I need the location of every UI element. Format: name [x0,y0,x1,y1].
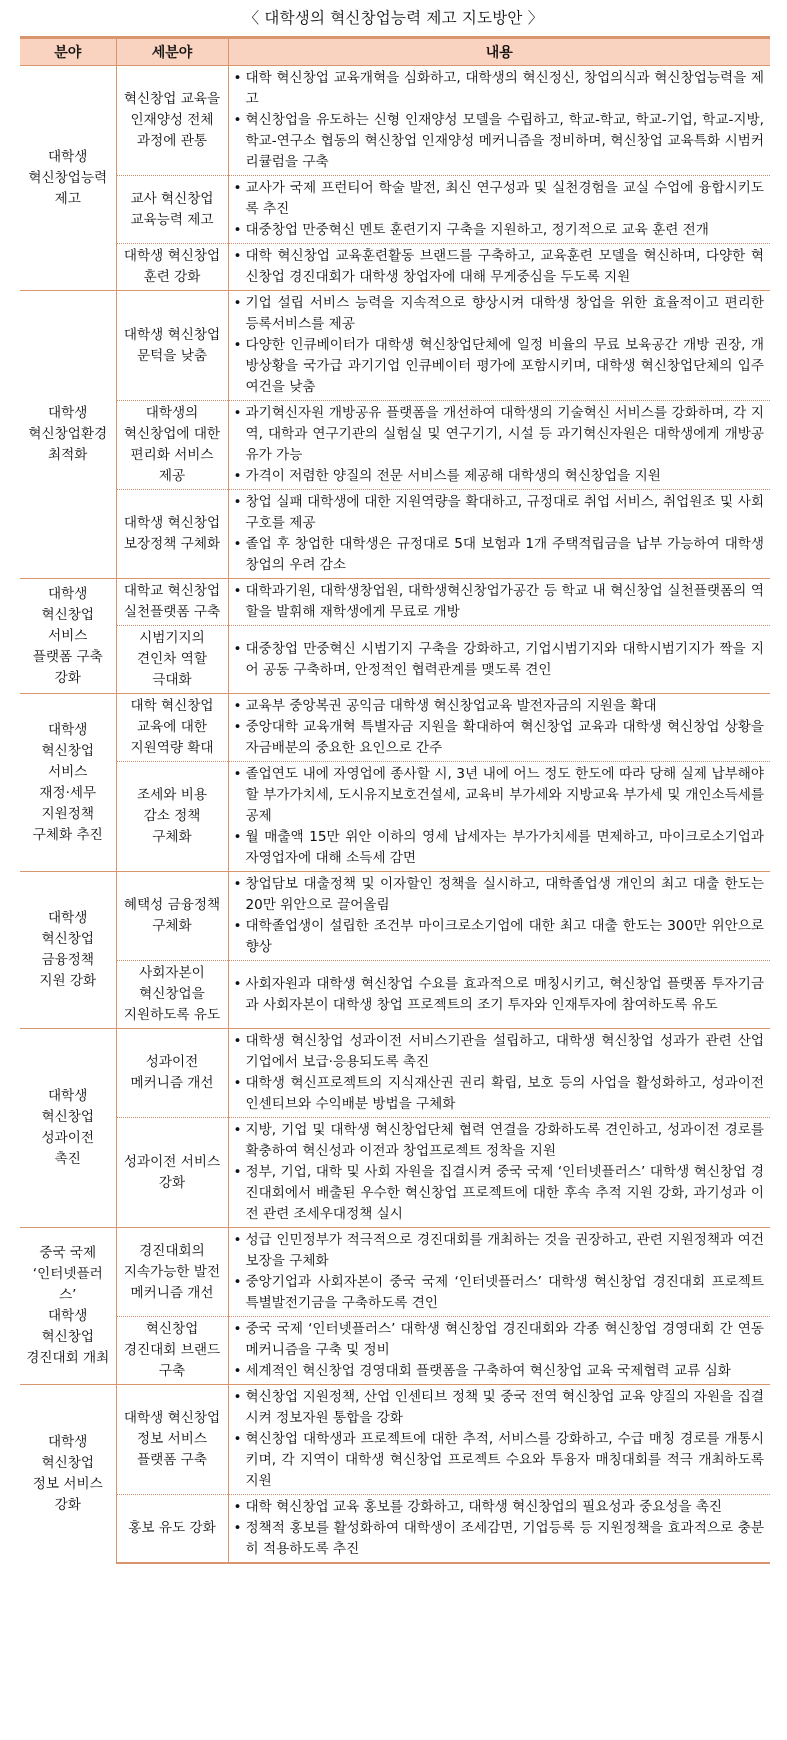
subarea-line: 교육에 대한 [137,719,207,735]
bullet-item: • 기업 설립 서비스 능력을 지속적으로 향상시켜 대학생 창업을 위한 효율적이고 편리한 등록서비스를 제공 [234,293,765,335]
subarea-cell [116,579,228,626]
subarea-line: 대학생의 [145,405,199,421]
content-cell [228,1317,770,1385]
content-cell [228,401,770,490]
subarea-cell [116,176,228,244]
content-cell [228,66,770,176]
bullet-item: • 대학생 혁신프로젝트의 지식재산권 권리 확립, 보호 등의 사업을 활성화하고, 성과이전 인센티브와 수익배분 방법을 구체화 [234,1073,765,1115]
area-line: 대학생 [48,1434,88,1450]
bullet-item: • 졸업 후 창업한 대학생은 규정대로 5대 보험과 1개 주택적립금을 납부 가능하여 대학생 창업의 우려 감소 [234,534,765,576]
bullet-item: • 창업담보 대출정책 및 이자할인 정책을 실시하고, 대학졸업생 개인의 최고 대출 한도는 20만 위안으로 끌어올림 [234,874,765,916]
area-cell [20,579,116,694]
subarea-line: 보장정책 구체화 [123,536,221,552]
area-cell [20,694,116,872]
content-cell [228,291,770,401]
bullet-item: • 성급 인민정부가 적극적으로 경진대회를 개최하는 것을 권장하고, 관련 지원정책과 여건보장을 구체화 [234,1230,765,1272]
area-line: 혁신창업 [41,1109,95,1125]
table-row [20,1118,770,1228]
area-line: 강화 [54,1497,81,1513]
bullet-item: • 대학졸업생이 설립한 조건부 마이크로소기업에 대한 최고 대출 한도는 300만 위안으로 향상 [234,916,765,958]
area-line: 대학생 [48,721,88,738]
content-cell [228,244,770,291]
area-cell [20,872,116,1029]
subarea-line: 구체화 [152,918,192,934]
content-cell [228,1495,770,1564]
area-line: 서비스 [48,763,88,780]
area-line: 대학생 [48,1088,88,1104]
content-cell [228,626,770,694]
subarea-line: 훈련 강화 [143,269,201,285]
content-cell [228,1118,770,1228]
content-cell [228,694,770,762]
area-line: 제고 [54,190,81,207]
subarea-line: 편리화 서비스 [130,447,214,463]
subarea-cell [116,694,228,762]
subarea-line: 지원역량 확대 [130,740,214,756]
bullet-item: • 대학 혁신창업 교육훈련활동 브랜드를 구축하고, 교육훈련 모델을 혁신하며, 다양한 혁신창업 경진대회가 대학생 창업자에 대해 무게중심을 두도록 지원 [234,246,765,288]
header-area: 분야 [20,38,116,66]
content-cell [228,176,770,244]
subarea-line: 구축 [158,1363,186,1379]
subarea-cell [116,872,228,961]
content-cell [228,490,770,579]
subarea-cell [116,1029,228,1118]
subarea-line: 혁신창업을 [139,986,205,1002]
area-line: 재정·세무 [39,784,97,801]
table-row [20,872,770,961]
area-line: 혁신창업 [41,1455,95,1471]
bullet-item: • 사회자원과 대학생 혁신창업 수요를 효과적으로 매칭시키고, 혁신창업 플랫폼 투자기금과 사회자본이 대학생 창업 프로젝트의 조기 투자와 인재투자에 참여하도록 유도 [234,974,765,1016]
bullet-item: • 지방, 기업 및 대학생 혁신창업단체 협력 연결을 강화하도록 견인하고, 성과이전 경로를 확충하여 혁신성과 이전과 창업프로젝트 정착을 지원 [234,1120,765,1162]
table-row [20,291,770,401]
subarea-cell [116,490,228,579]
table-row [20,401,770,490]
header-subarea: 세분야 [116,38,228,66]
area-line: 대학생 [48,910,88,926]
content-cell [228,1029,770,1118]
bullet-item: • 교육부 중앙복권 공익금 대학생 혁신창업교육 발전자금의 지원을 확대 [234,696,765,717]
subarea-line: 문턱을 낮춤 [137,347,207,364]
area-line: 대학생 [48,405,88,421]
subarea-line: 인재양성 전체 [130,112,214,128]
bullet-item: • 혁신창업 지원정책, 산업 인센티브 정책 및 중국 전역 혁신창업 교육 양질의 자원을 집결시켜 정보자원 통합을 강화 [234,1387,765,1429]
table-row [20,1228,770,1317]
subarea-line: 대학생 혁신창업 [123,515,221,531]
subarea-cell [116,1317,228,1385]
table-row [20,626,770,694]
bullet-item: • 대학 혁신창업 교육개혁을 심화하고, 대학생의 혁신정신, 창업의식과 혁신창업능력을 제고 [234,68,765,110]
bullet-item: • 정책적 홍보를 활성화하여 대학생이 조세감면, 기업등록 등 지원정책을 효과적으로 충분히 적용하도록 추진 [234,1518,765,1560]
area-line: 촉진 [54,1151,81,1167]
area-line: 중국 국제 [39,1245,97,1261]
subarea-line: 강화 [158,1174,186,1191]
bullet-item: • 다양한 인큐베이터가 대학생 혁신창업단체에 일정 비율의 무료 보육공간 개방 권장, 개방상황을 국가급 과기기업 인큐베이터 평가에 포함시키며, 대학생 혁신창업단체의 입주여건을 낮춤 [234,335,765,398]
content-cell [228,1385,770,1495]
bullet-item: • 대학생 혁신창업 성과이전 서비스기관을 설립하고, 대학생 혁신창업 성과가 관련 산업 기업에서 보급·응용되도록 촉진 [234,1031,765,1073]
area-line: 서비스 [48,627,88,644]
bullet-item: • 가격이 저렴한 양질의 전문 서비스를 제공해 대학생의 혁신창업을 지원 [234,466,765,487]
subarea-line: 제공 [158,468,186,484]
bullet-item: • 정부, 기업, 대학 및 사회 자원을 집결시켜 중국 국제 ‘인터넷플러스’ 대학생 혁신창업 경진대회에서 배출된 우수한 혁신창업 프로젝트에 대한 후속 추적 지원 강화, 과기성과 이전 관련 조세우대정책 실시 [234,1162,765,1225]
subarea-cell [116,1385,228,1495]
bullet-item: • 졸업연도 내에 자영업에 종사할 시, 3년 내에 어느 정도 한도에 따라 당해 실제 납부해야 할 부가가치세, 도시유지보호건설세, 교육비 부가세와 지방교육 부가세 및 개인소득세를 공제 [234,764,765,827]
area-line: 금융정책 [41,952,95,968]
table-row [20,244,770,291]
area-line: 플랫폼 구축 [32,648,103,665]
subarea-line: 홍보 유도 강화 [128,1520,216,1536]
area-line: 지원 강화 [39,973,97,989]
subarea-line: 견인차 역할 [137,651,207,667]
bullet-item: • 대학 혁신창업 교육 홍보를 강화하고, 대학생 혁신창업의 필요성과 중요성을 촉진 [234,1497,765,1518]
area-cell [20,1029,116,1228]
content-cell [228,1228,770,1317]
area-cell [20,66,116,291]
table-header-row [20,38,770,66]
subarea-line: 구체화 [152,829,192,845]
subarea-cell [116,66,228,176]
subarea-line: 경진대회의 [139,1242,205,1259]
subarea-cell [116,961,228,1029]
content-cell [228,579,770,626]
subarea-cell [116,1495,228,1564]
area-line: 경진대회 개최 [26,1350,110,1366]
bullet-item: • 중앙대학 교육개혁 특별자금 지원을 확대하여 혁신창업 교육과 대학생 혁신창업 상황을 자금배분의 중요한 요인으로 간주 [234,717,765,759]
subarea-line: 지원하도록 유도 [123,1007,221,1023]
area-line: ‘인터넷플러스’ [32,1266,103,1303]
subarea-line: 혁신창업 교육을 [123,91,221,107]
area-line: 혁신창업환경 [28,426,108,442]
bullet-item: • 대학과기원, 대학생창업원, 대학생혁신창업가공간 등 학교 내 혁신창업 실천플랫폼의 역할을 발휘해 재학생에게 무료로 개방 [234,581,765,623]
subarea-line: 플랫폼 구축 [137,1452,207,1468]
table-row [20,762,770,872]
bullet-item: • 혁신창업 대학생과 프로젝트에 대한 추적, 서비스를 강화하고, 수급 매칭 경로를 개통시키며, 각 지역이 대학생 혁신창업 프로젝트 수요와 투융자 매칭대회를 적극 개최하도록 지원 [234,1429,765,1492]
subarea-line: 교사 혁신창업 [130,190,214,207]
area-line: 대학생 [48,585,88,602]
area-line: 최적화 [48,447,88,463]
table-row [20,1385,770,1495]
subarea-cell [116,291,228,401]
subarea-cell [116,1228,228,1317]
table-row [20,694,770,762]
bullet-item: • 월 매출액 15만 위안 이하의 영세 납세자는 부가가치세를 면제하고, 마이크로소기업과 자영업자에 대해 소득세 감면 [234,827,765,869]
subarea-cell [116,244,228,291]
subarea-line: 시범기지의 [139,630,205,646]
subarea-line: 대학생 혁신창업 [123,248,221,264]
subarea-line: 대학 혁신창업 [130,698,214,714]
page-title: 〈 대학생의 혁신창업능력 제고 지도방안 〉 [243,9,544,27]
table-body [20,66,770,1564]
subarea-line: 사회자본이 [139,965,205,981]
bullet-item: • 대중창업 만중혁신 멘토 훈련기지 구축을 지원하고, 정기적으로 교육 훈련 전개 [234,220,765,241]
subarea-line: 정보 서비스 [137,1431,207,1447]
subarea-line: 지속가능한 발전 [123,1263,221,1280]
table-row [20,1029,770,1118]
subarea-line: 극대화 [152,672,192,688]
subarea-line: 조세와 비용 [137,787,207,803]
table-row [20,961,770,1029]
table-row [20,490,770,579]
subarea-line: 대학생 혁신창업 [123,1410,221,1426]
area-line: 강화 [54,669,81,686]
area-line: 구체화 추진 [32,826,103,843]
area-line: 정보 서비스 [32,1476,103,1492]
area-cell [20,1228,116,1385]
subarea-line: 혁신창업에 대한 [123,426,221,442]
subarea-cell [116,401,228,490]
subarea-cell [116,626,228,694]
subarea-line: 대학교 혁신창업 [123,583,221,599]
area-line: 대학생 [48,148,88,165]
area-cell [20,1385,116,1564]
table-row [20,579,770,626]
area-line: 혁신창업 [41,1329,95,1345]
area-cell [20,291,116,579]
subarea-line: 성과이전 [145,1054,199,1070]
table-row [20,1317,770,1385]
table-row [20,176,770,244]
area-line: 혁신창업능력 [28,169,108,186]
table-row [20,1495,770,1564]
subarea-line: 혜택성 금융정책 [123,897,221,913]
area-line: 지원정책 [41,805,95,822]
subarea-line: 감소 정책 [143,808,201,824]
area-line: 혁신창업 [41,742,95,759]
subarea-line: 메커니즘 개선 [130,1284,214,1301]
subarea-line: 과정에 관통 [137,133,207,149]
bullet-item: • 세계적인 혁신창업 경영대회 플랫폼을 구축하여 혁신창업 교육 국제협력 교류 심화 [234,1361,765,1382]
content-cell [228,961,770,1029]
area-line: 혁신창업 [41,931,95,947]
table-row [20,66,770,176]
bullet-item: • 중앙기업과 사회자본이 중국 국제 ‘인터넷플러스’ 대학생 혁신창업 경진대회 프로젝트 특별발전기금을 구축하도록 견인 [234,1272,765,1314]
content-cell [228,762,770,872]
bullet-item: • 창업 실패 대학생에 대한 지원역량을 확대하고, 규정대로 취업 서비스, 취업원조 및 사회구호를 제공 [234,492,765,534]
content-cell [228,872,770,961]
area-line: 혁신창업 [41,606,95,623]
header-content: 내용 [228,38,770,66]
bullet-item: • 교사가 국제 프런티어 학술 발전, 최신 연구성과 및 실천경험을 교실 수업에 융합시키도록 추진 [234,178,765,220]
subarea-line: 경진대회 브랜드 [123,1342,221,1358]
bullet-item: • 과기혁신자원 개방공유 플랫폼을 개선하여 대학생의 기술혁신 서비스를 강화하며, 각 지역, 대학과 연구기관의 실험실 및 연구기기, 시설 등 과기혁신자원은 대학생에게 개방공유가 가능 [234,403,765,466]
subarea-line: 대학생 혁신창업 [123,326,221,343]
area-line: 대학생 [48,1308,88,1324]
subarea-line: 성과이전 서비스 [123,1153,221,1170]
area-line: 성과이전 [41,1130,95,1146]
policy-table [20,36,770,1564]
bullet-item: • 대중창업 만중혁신 시범기지 구축을 강화하고, 기업시범기지와 대학시범기지가 짝을 지어 공동 구축하며, 안정적인 협력관계를 맺도록 견인 [234,639,765,681]
subarea-line: 혁신창업 [145,1321,199,1337]
bullet-item: • 혁신창업을 유도하는 신형 인재양성 모델을 수립하고, 학교-학교, 학교-기업, 학교-지방, 학교-연구소 협동의 혁신창업 인재양성 메커니즘을 정비하며, 혁신창업 교육특화 시범커리큘럼을 구축 [234,110,765,173]
subarea-line: 메커니즘 개선 [130,1075,214,1091]
subarea-line: 교육능력 제고 [130,211,214,228]
subarea-cell [116,762,228,872]
bullet-item: • 중국 국제 ‘인터넷플러스’ 대학생 혁신창업 경진대회와 각종 혁신창업 경영대회 간 연동 메커니즘을 구축 및 정비 [234,1319,765,1361]
subarea-line: 실천플랫폼 구축 [123,604,221,620]
subarea-cell [116,1118,228,1228]
